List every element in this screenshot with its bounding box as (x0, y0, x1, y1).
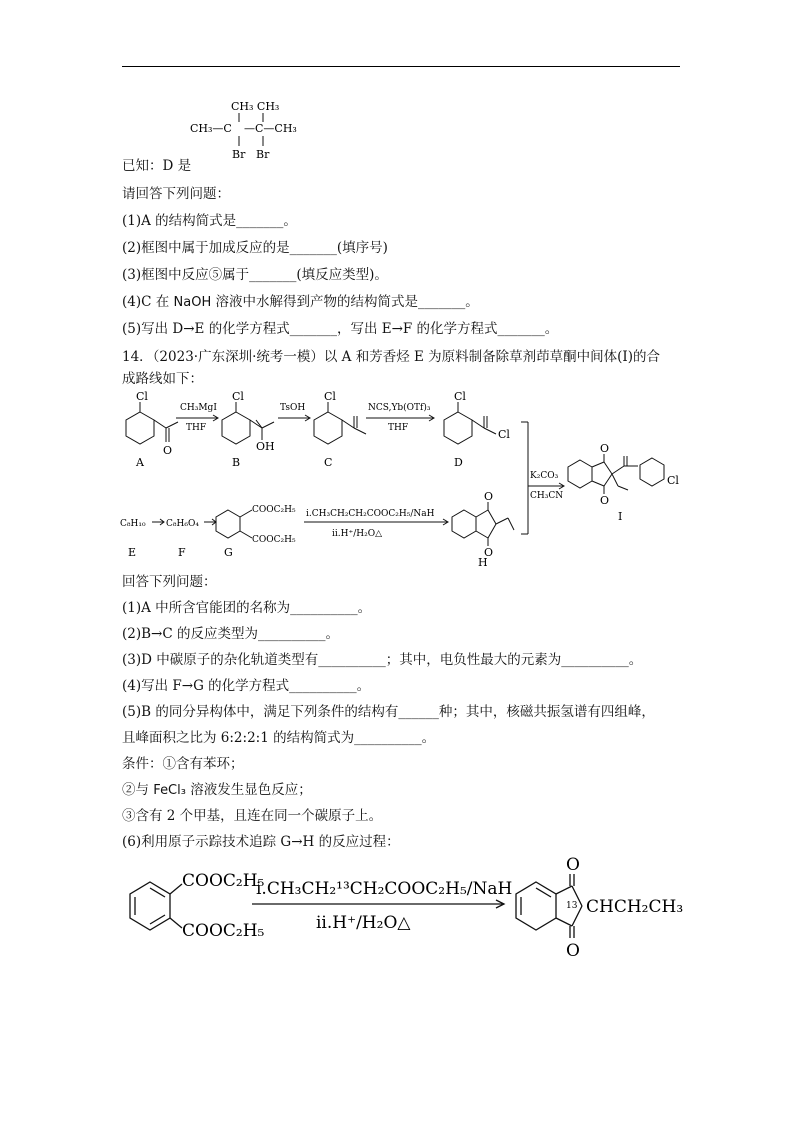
condition-3: ③含有 2 个甲基，且连在同一个碳原子上。 (122, 808, 383, 824)
bond-line (472, 420, 484, 428)
reagent-4-top: K₂CO₃ (530, 471, 559, 481)
i-o-2: O (600, 494, 610, 507)
f-formula: C₈H₆O₄ (166, 519, 199, 529)
benzene-ring-g (216, 510, 240, 538)
bond-line (592, 481, 604, 486)
q13-3: (3)框图中反应⑤属于_______(填反应类型)。 (122, 267, 388, 283)
c-cl: Cl (324, 390, 336, 403)
i-cl: Cl (667, 474, 679, 487)
label-f: F (178, 546, 186, 559)
bond-line (496, 518, 508, 524)
i-o-1: O (600, 442, 610, 455)
reagent-1-top: CH₃MgI (180, 403, 217, 413)
condition-2-text: ②与 (122, 782, 149, 798)
d-structure-diagram (186, 96, 326, 166)
benzene-ring-b (222, 412, 250, 444)
bond-line (592, 462, 604, 467)
benzene-ring-i-fused (568, 460, 592, 488)
g-ester-1: COOC₂H₅ (252, 505, 296, 515)
tracer-ester-1: COOC₂H₅ (182, 871, 265, 891)
bond-line (476, 531, 488, 538)
d-br-1: Br (232, 148, 246, 161)
d-cl: Cl (454, 390, 466, 403)
reagent-3-top: NCS,Yb(OTf)₃ (368, 403, 431, 413)
label-e: E (128, 546, 137, 559)
benzene-ring-product (516, 882, 556, 930)
q13-4-text: (4)C 在 (122, 294, 170, 310)
d-right-group: —C—CH₃ (244, 122, 297, 135)
e-formula: C₈H₁₀ (120, 519, 146, 529)
q14-5b: 且峰面积之比为 6:2:2:1 的结构简式为__________。 (122, 730, 436, 746)
q14-title: 14．（2023·广东深圳·统考一模）以 A 和芳香烃 E 为原料制备除草剂茚草酮中间体(Ⅰ)的合 (122, 349, 661, 365)
reagent-5-top: i.CH₃CH₂CH₂COOC₂H₅/NaH (306, 509, 435, 519)
bond-line (240, 531, 252, 538)
benzene-ring-a (126, 412, 154, 444)
bond-line (488, 510, 496, 524)
q14-title-2: 成路线如下： (122, 371, 203, 387)
d-cl-2: Cl (498, 428, 510, 441)
q14-1: (1)A 中所含官能团的名称为__________。 (122, 600, 372, 616)
b-cl: Cl (232, 390, 244, 403)
isotope-label: 13 (566, 901, 578, 911)
q13-4-text-2: 溶液中水解得到产物的结构简式是_______。 (215, 294, 479, 310)
a-cl: Cl (136, 390, 148, 403)
tracer-o-1: O (566, 855, 580, 875)
h-o-1: O (484, 490, 494, 503)
header-rule (122, 66, 680, 67)
bond-line (612, 474, 618, 486)
d-top-methyls: CH₃ CH₃ (231, 100, 280, 113)
synthesis-scheme (118, 386, 688, 568)
bond-line (166, 422, 178, 428)
reagent-3-bot: THF (388, 423, 409, 433)
g-ester-2: COOC₂H₅ (252, 535, 296, 545)
bond-line (604, 462, 612, 474)
q13-2: (2)框图中属于加成反应的是_______(填序号) (122, 240, 388, 256)
reagent-1-bot: THF (186, 423, 207, 433)
bond-line (170, 884, 182, 894)
q14-6: (6)利用原子示踪技术追踪 G→H 的反应过程： (122, 834, 400, 850)
tracer-o-2: O (566, 941, 580, 961)
reagent-4-bot: CH₃CN (530, 491, 564, 501)
bond-line (556, 918, 572, 926)
q13-1: (1)A 的结构简式是_______。 (122, 213, 297, 229)
d-left-group: CH₃—C (190, 122, 232, 135)
bond-line (170, 918, 182, 928)
q14-2: (2)B→C 的反应类型为__________。 (122, 626, 339, 642)
bond-line (618, 486, 628, 490)
condition-2 (122, 778, 312, 798)
bond-line (354, 428, 366, 434)
h-o-2: O (484, 546, 494, 559)
tracer-reaction-diagram (120, 852, 700, 964)
condition-1: 条件：①含有苯环； (122, 756, 244, 772)
tracer-reagent-bot: ii.H⁺/H₂O△ (316, 913, 411, 933)
q14-3: (3)D 中碳原子的杂化轨道类型有__________；其中，电负性最大的元素为__________。 (122, 652, 643, 668)
naoh-reagent: NaOH (173, 295, 212, 310)
bond-line (508, 518, 514, 530)
bond-line (612, 466, 624, 474)
tracer-ester-2: COOC₂H₅ (182, 921, 265, 941)
b-oh: OH (256, 440, 275, 453)
label-g: G (224, 546, 233, 559)
label-b: B (232, 456, 241, 469)
bond-line (240, 510, 252, 517)
bond-line (556, 886, 572, 894)
bond-line (250, 420, 262, 428)
label-c: C (324, 456, 333, 469)
q13-prompt: 请回答下列问题： (122, 186, 230, 202)
d-br-2: Br (256, 148, 270, 161)
bond-line (262, 422, 274, 428)
benzene-ring-h (452, 510, 476, 538)
benzene-ring-c (314, 412, 342, 444)
bond-line (476, 510, 488, 517)
label-a: A (136, 456, 144, 469)
bond-line (604, 474, 612, 486)
condition-2-text-2: 溶液发生显色反应； (190, 782, 312, 798)
tracer-reagent-top: i.CH₃CH₂¹³CH₂COOC₂H₅/NaH (256, 879, 513, 899)
a-o: O (163, 444, 173, 457)
bond-line (342, 420, 354, 428)
reagent-2-top: TsOH (280, 403, 306, 413)
fecl3-reagent: FeCl₃ (153, 783, 186, 798)
label-h: H (478, 556, 488, 568)
q14-5a: (5)B 的同分异构体中，满足下列条件的结构有______种；其中，核磁共振氢谱有四组峰， (122, 704, 655, 720)
known-d: 已知：D 是 (122, 158, 192, 174)
q13-5: (5)写出 D→E 的化学方程式_______，写出 E→F 的化学方程式_______。 (122, 321, 559, 337)
benzene-ring-d (444, 412, 472, 444)
q14-prompt: 回答下列问题： (122, 574, 217, 590)
q13-4 (122, 290, 479, 310)
benzene-ring-reactant (130, 882, 170, 930)
label-d: D (454, 456, 463, 469)
reagent-5-bot: ii.H⁺/H₂O△ (332, 529, 383, 539)
bond-line (484, 428, 496, 434)
q14-4: (4)写出 F→G 的化学方程式__________。 (122, 678, 371, 694)
benzene-ring-i-aryl (640, 458, 664, 486)
label-i: I (618, 510, 623, 523)
bond-line (154, 420, 166, 428)
tracer-product-chain: CHCH₂CH₃ (586, 897, 684, 917)
bond-line (488, 524, 496, 538)
